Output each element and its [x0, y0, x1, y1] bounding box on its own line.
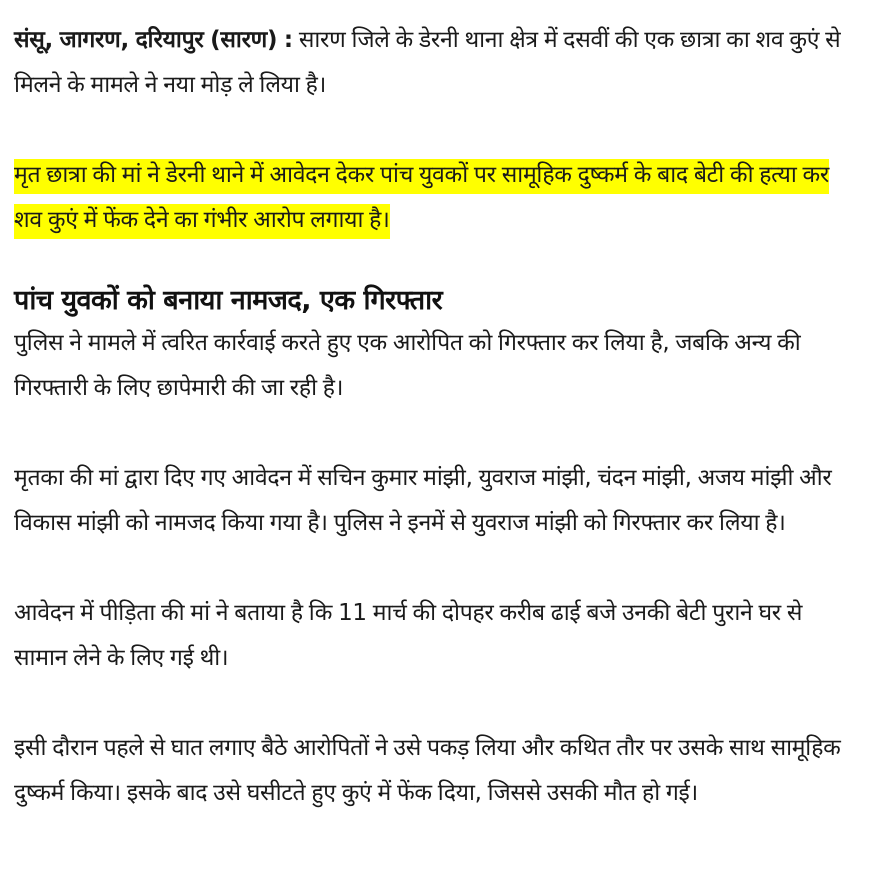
- complaint-paragraph: आवेदन में पीड़िता की मां ने बताया है कि 11 मार्च की दोपहर करीब ढाई बजे उनकी बेटी पुराने घर से सामान लेने के लिए गई थी।: [14, 600, 803, 671]
- arrest-paragraph: पुलिस ने मामले में त्वरित कार्रवाई करते हुए एक आरोपित को गिरफ्तार कर लिया है, जबकि अन्य की गिरफ्तारी के लिए छापेमारी की जा रही है।: [14, 330, 801, 401]
- highlighted-paragraph: [14, 153, 859, 243]
- intro-paragraph: [14, 18, 859, 108]
- article-body: [14, 18, 859, 816]
- paragraph-gap: [14, 108, 859, 153]
- highlighted-text: मृत छात्रा की मां ने डेरनी थाने में आवेदन देकर पांच युवकों पर सामूहिक दुष्कर्म के बाद बेटी की हत्या कर शव कुएं में फेंक देने का गंभीर आरोप लगाया है।: [14, 159, 829, 239]
- intro-text: सारण जिले के डेरनी थाना क्षेत्र में दसवीं की एक छात्रा का शव कुएं से मिलने के मामले ने नया मोड़ ले लिया है।: [14, 27, 841, 98]
- paragraph-gap: [14, 411, 859, 456]
- section-subheading: पांच युवकों को बनाया नामजद, एक गिरफ्तार: [14, 285, 443, 316]
- dateline: संसू, जागरण, दरियापुर (सारण) :: [14, 27, 293, 53]
- paragraph-gap: [14, 681, 859, 726]
- named-accused-paragraph: मृतका की मां द्वारा दिए गए आवेदन में सचिन कुमार मांझी, युवराज मांझी, चंदन मांझी, अजय मांझी और विकास मांझी को नामजद किया गया है। पुलिस ने इनमें से युवराज मांझी को गिरफ्तार कर लिया है।: [14, 465, 832, 536]
- paragraph-gap: [14, 546, 859, 591]
- paragraph-gap: [14, 243, 859, 281]
- incident-paragraph: इसी दौरान पहले से घात लगाए बैठे आरोपितों ने उसे पकड़ लिया और कथित तौर पर उसके साथ सामूहिक दुष्कर्म किया। इसके बाद उसे घसीटते हुए कुएं में फेंक दिया, जिससे उसकी मौत हो गई।: [14, 735, 841, 806]
